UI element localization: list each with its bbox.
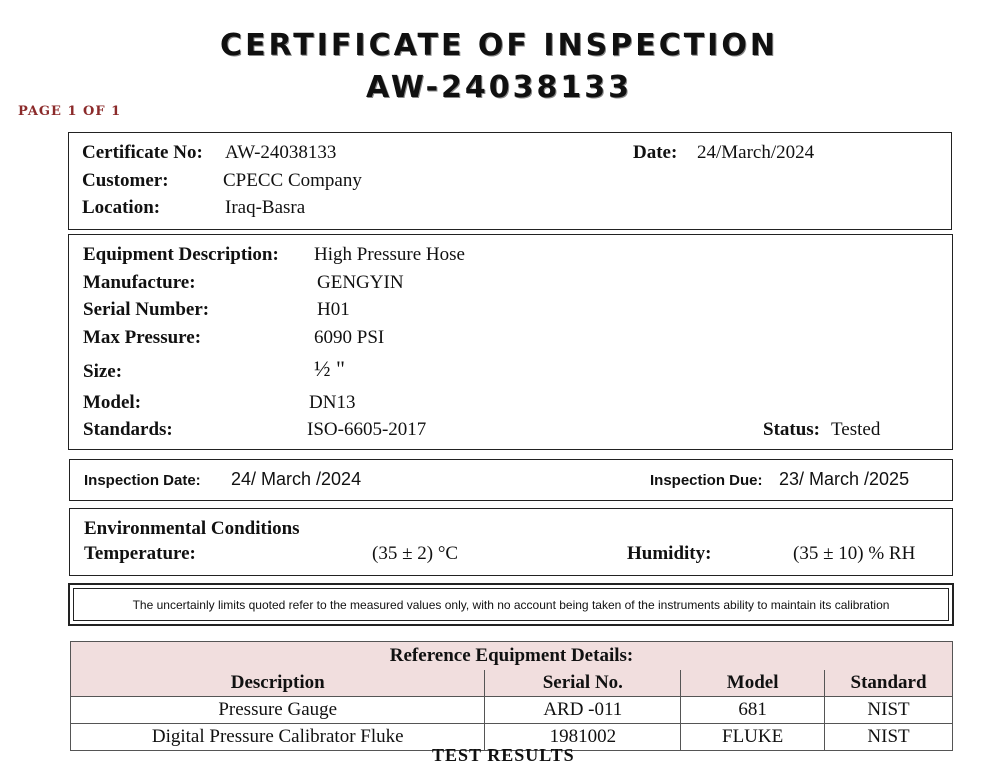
table-cell: 681 [681, 697, 825, 724]
manufacture-label: Manufacture: [83, 272, 196, 293]
column-header-description: Description [71, 670, 485, 697]
table-cell: FLUKE [681, 724, 825, 751]
column-header-standard: Standard [825, 670, 953, 697]
cert-no-value: AW-24038133 [225, 142, 337, 163]
uncertainty-note: The uncertainly limits quoted refer to the measured values only, with no account being taken of the instruments ability to maintain its calibration [73, 588, 949, 621]
uncertainty-note-box [68, 583, 954, 626]
reference-table-caption: Reference Equipment Details: [71, 642, 953, 671]
cert-no-label: Certificate No: [82, 142, 203, 163]
model-label: Model: [83, 392, 142, 413]
certificate-info-box [68, 132, 952, 230]
certificate-title: CERTIFICATE OF INSPECTION [220, 28, 778, 63]
inspection-dates-box [69, 459, 953, 501]
date-value: 24/March/2024 [697, 142, 815, 163]
location-label: Location: [82, 197, 161, 218]
table-cell: NIST [825, 724, 953, 751]
test-results-heading: TEST RESULTS [432, 745, 575, 765]
serial-number-label: Serial Number: [83, 299, 210, 320]
model-value: DN13 [309, 392, 356, 413]
certificate-number-title: AW-24038133 [365, 70, 633, 105]
table-cell: ARD -011 [485, 697, 681, 724]
environment-heading: Environmental Conditions [84, 518, 300, 539]
humidity-label: Humidity: [627, 543, 712, 564]
max-pressure-value: 6090 PSI [314, 327, 385, 348]
environmental-conditions-box [69, 508, 953, 576]
temperature-value: (35 ± 2) °C [372, 543, 459, 564]
table-cell: NIST [825, 697, 953, 724]
column-header-serial: Serial No. [485, 670, 681, 697]
column-header-model: Model [681, 670, 825, 697]
size-label: Size: [83, 361, 123, 382]
status-value: Tested [831, 419, 881, 440]
inspection-date-value: 24/ March /2024 [231, 469, 362, 489]
temperature-label: Temperature: [84, 543, 196, 564]
standards-label: Standards: [83, 419, 173, 440]
inspection-date-label: Inspection Date: [84, 472, 201, 489]
max-pressure-label: Max Pressure: [83, 327, 202, 348]
table-cell: Pressure Gauge [71, 697, 485, 724]
equipment-description-value: High Pressure Hose [314, 244, 465, 265]
reference-equipment-table [70, 641, 953, 751]
equipment-info-box [68, 234, 953, 450]
humidity-value: (35 ± 10) % RH [793, 543, 916, 564]
page-indicator: PAGE 1 OF 1 [18, 104, 122, 119]
table-cell: Digital Pressure Calibrator Fluke [71, 724, 485, 751]
customer-label: Customer: [82, 170, 169, 191]
status-label: Status: [763, 419, 821, 440]
inspection-due-label: Inspection Due: [650, 472, 763, 489]
manufacture-value: GENGYIN [317, 272, 404, 293]
size-value: ½ " [314, 356, 345, 381]
inspection-due-value: 23/ March /2025 [779, 469, 910, 489]
serial-number-value: H01 [317, 299, 350, 320]
customer-value: CPECC Company [223, 170, 362, 191]
location-value: Iraq-Basra [225, 197, 306, 218]
date-label: Date: [633, 142, 678, 163]
equipment-description-label: Equipment Description: [83, 244, 279, 265]
table-row [71, 697, 953, 724]
standards-value: ISO-6605-2017 [307, 419, 427, 440]
table-cell: 1981002 [485, 724, 681, 751]
